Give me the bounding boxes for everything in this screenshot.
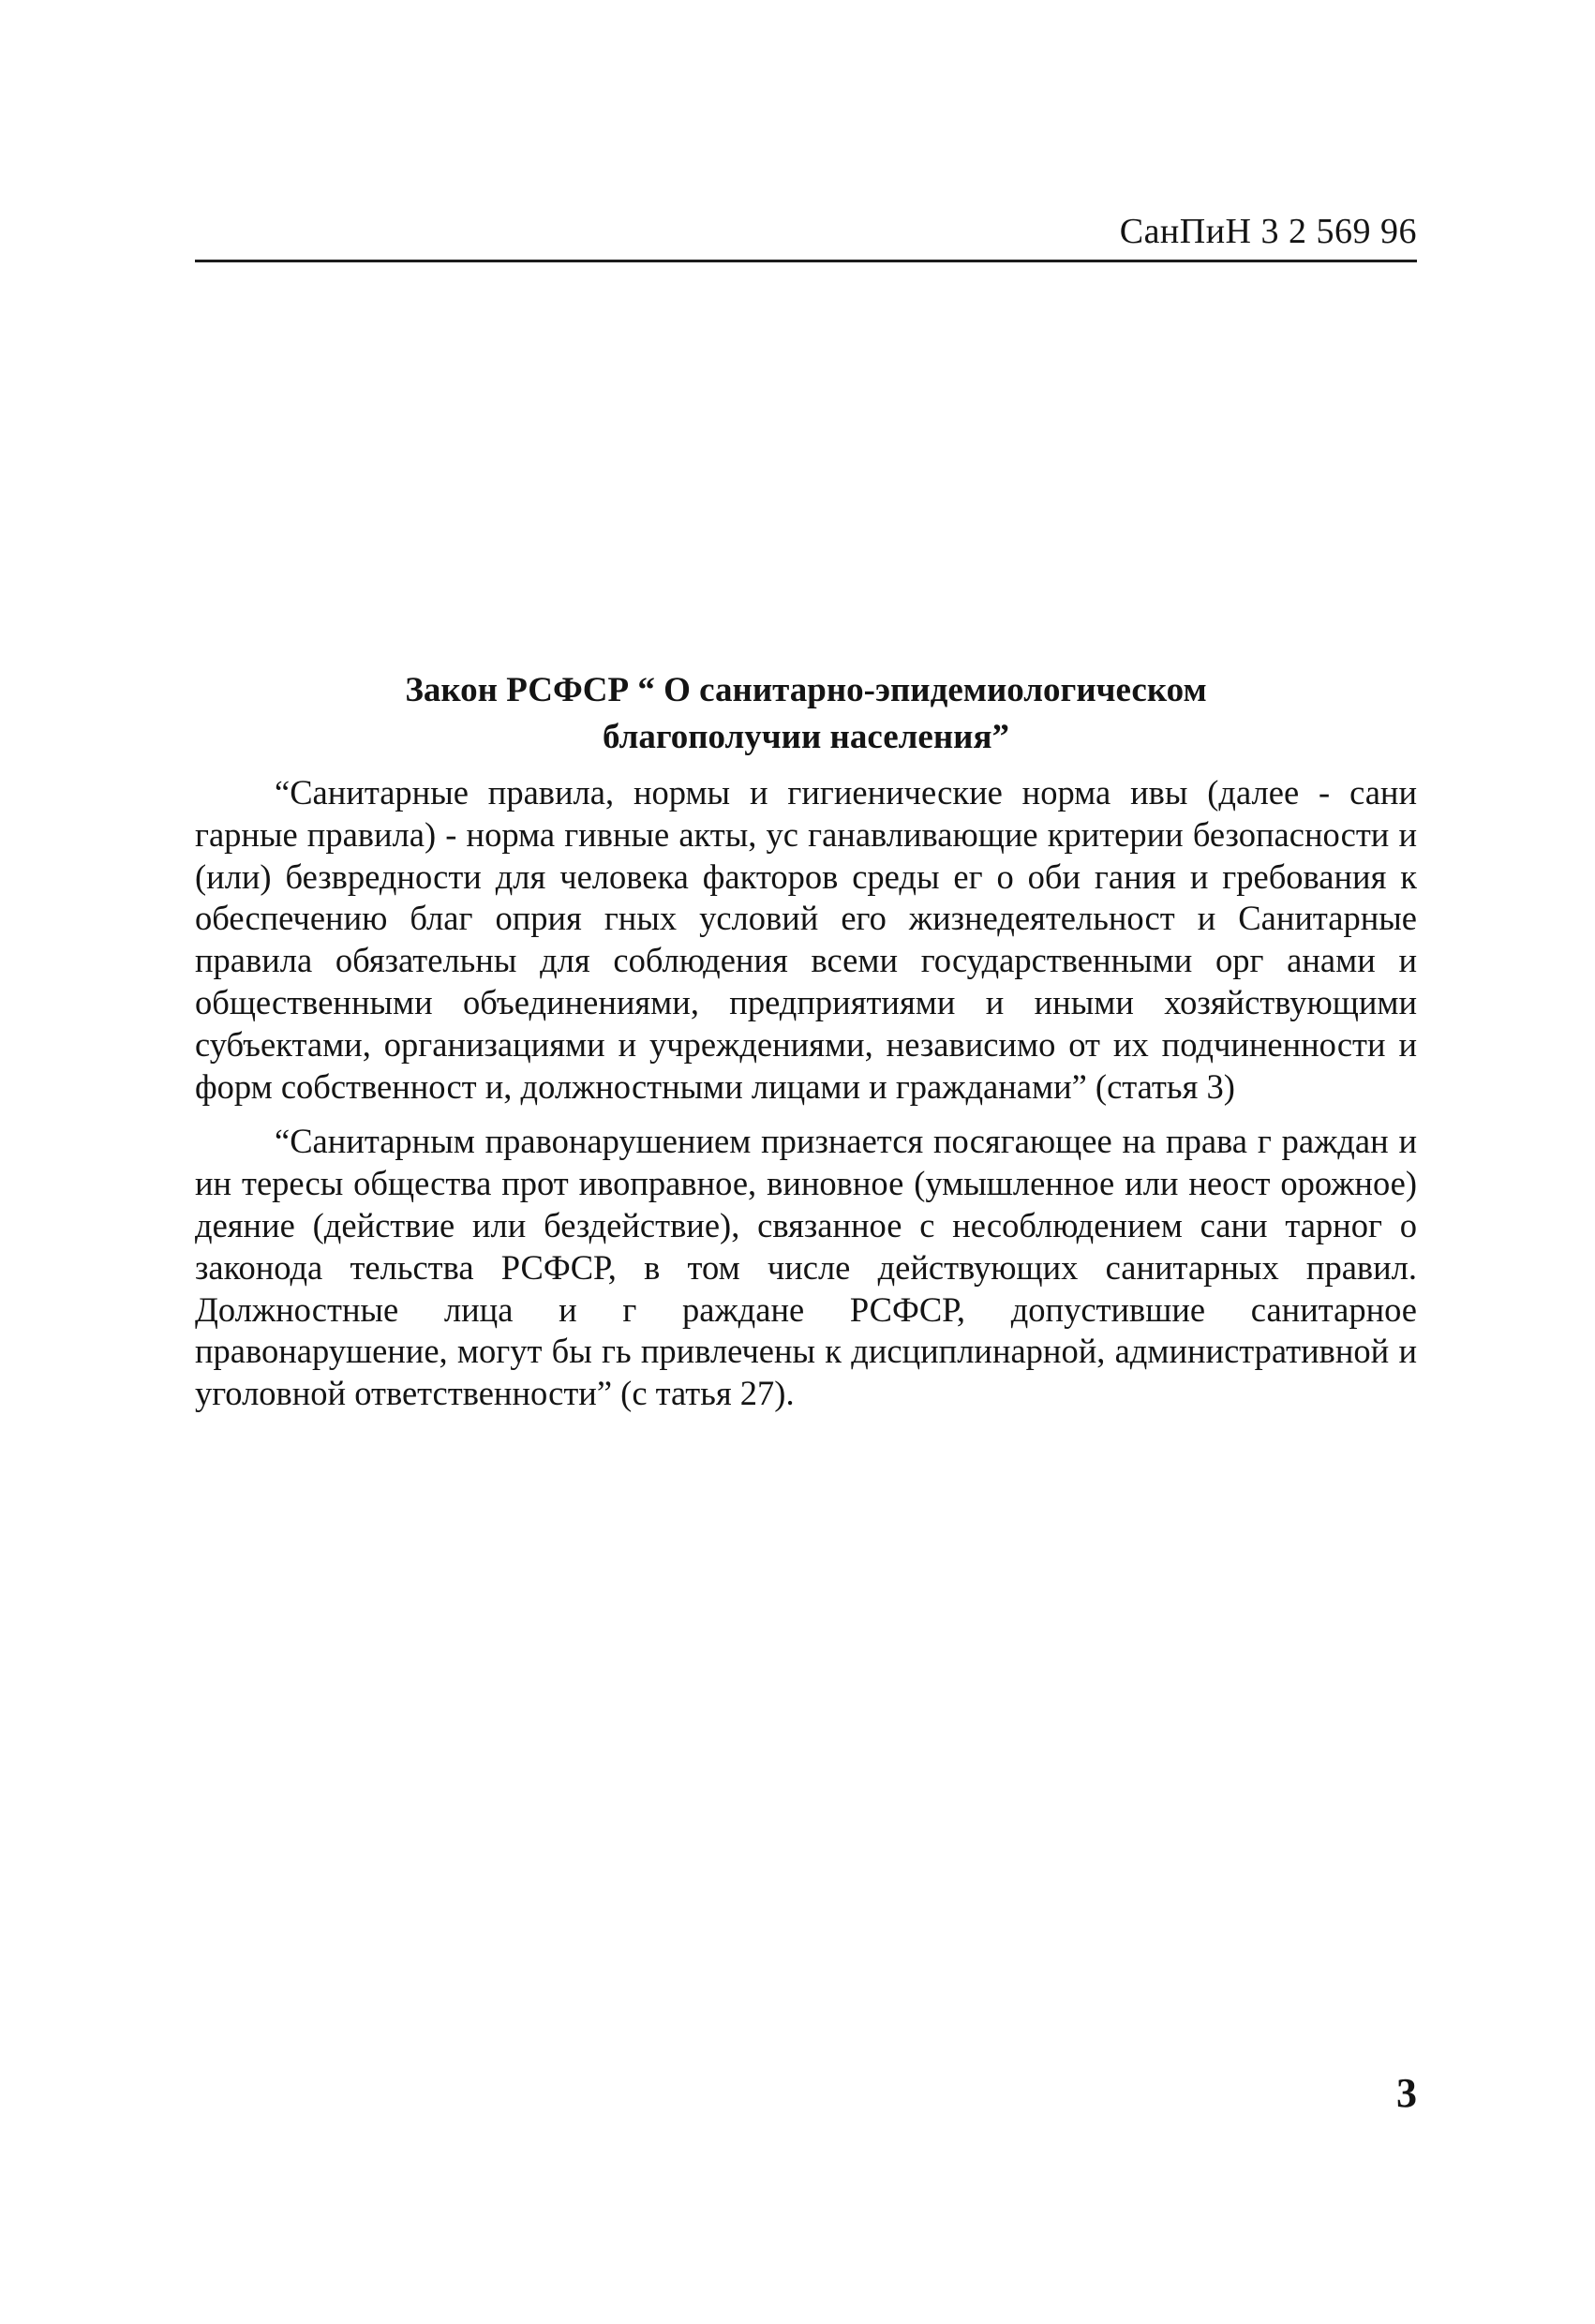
section-title: [195, 667, 1417, 761]
page-number: 3: [1396, 2070, 1417, 2116]
section-title-line-2: благополучии населения”: [602, 718, 1009, 756]
section-title-line-1: Закон РСФСР “ О санитарно-эпидемиологическом: [405, 671, 1207, 709]
paragraph-article-3: “Санитарные правила, нормы и гигиенические норма ивы (далее - сани гарные правила) - норма гивные акты, ус ганавливающие критерии безопасности и (или) безвредности для человека факторов среды ег о оби гания и гребования к обеспечению благ оприя гных условий его жизнедеятельност и Санитарные правила обязательны для соблюдения всеми государственными орг анами и общественными объединениями, предприятиями и иными хозяйствующими субъектами, организациями и учреждениями, независимо от их подчиненности и форм собственност и, должностными лицами и гражданами” (статья 3): [195, 773, 1417, 1106]
paragraph-article-27: “Санитарным правонарушением признается посягающее на права г раждан и ин тересы общества прот ивоправное, виновное (умышленное или неост орожное) деяние (действие или бездействие), связанное с несоблюдением сани тарног о законода тельства РСФСР, в том числе действующих санитарных правил. Должностные лица и г раждане РСФСР, допустившие санитарное правонарушение, могут бы гь привлечены к дисциплинарной, административной и уголовной ответственности” (с татья 27).: [195, 1122, 1417, 1413]
header-divider: [195, 260, 1417, 262]
document-code: СанПиН 3 2 569 96: [1119, 212, 1417, 251]
article-body: [195, 772, 1417, 1415]
